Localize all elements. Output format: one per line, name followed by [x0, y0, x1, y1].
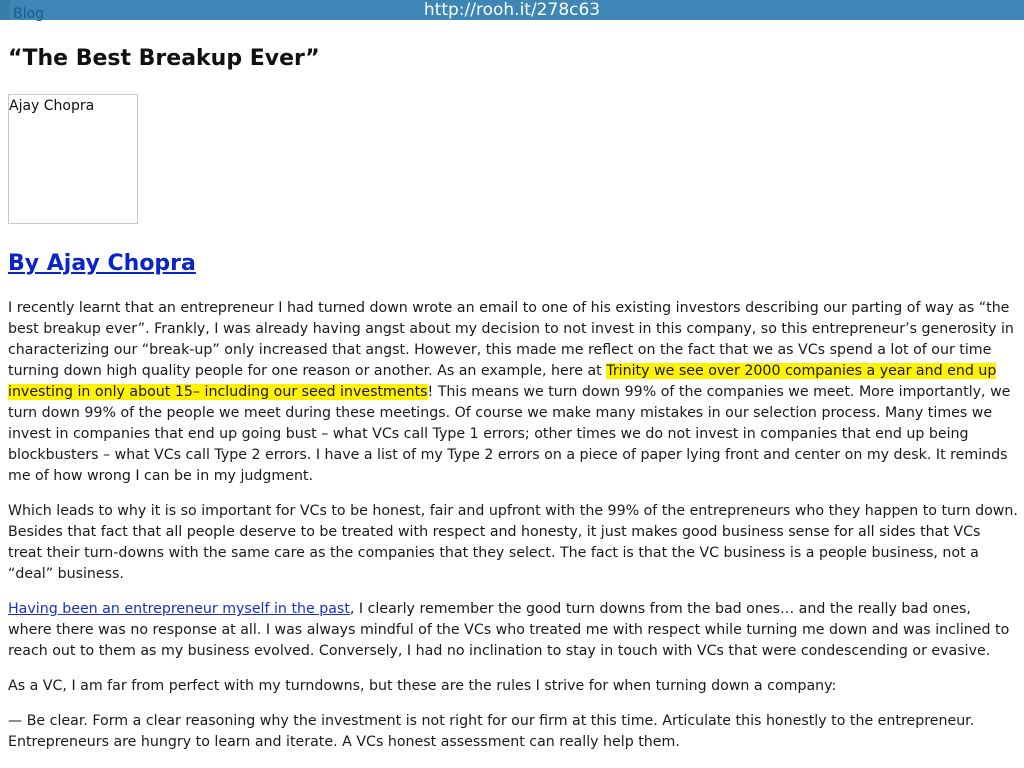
paragraph-5: — Be clear. Form a clear reasoning why the investment is not right for our firm at this time. Articulate this honestly to the entrepreneur. Entrepreneurs are hungry to learn and iterate. A VCs honest assessment can really help them. — [8, 713, 975, 750]
paragraph-1-text-after: ! This means we turn down 99% of the companies we meet. More importantly, we turn down 99% of the people we meet during these meetings. Of course we make many mistakes in our selection process. Many times we invest in companies that end up going bust – what VCs call Type 1 errors; other times we do not invest in companies that end up being blockbusters – what VCs call Type 2 errors. I have a list of my Type 2 errors on a piece of paper lying front and center on my desk. It reminds me of how wrong I can be in my judgment. — [8, 384, 1011, 484]
post — [8, 44, 1018, 753]
entrepreneur-past-link[interactable]: Having been an entrepreneur myself in the past — [8, 601, 350, 617]
paragraph-1 — [8, 298, 1018, 487]
paragraph-3-text: , I clearly remember the good turn downs from the bad ones… and the really bad ones, where there was no response at all. I was always mindful of the VCs who treated me with respect while turning me down and was inclined to reach out to them as my business evolved. Conversely, I had no inclination to stay in touch with VCs that were condescending or evasive. — [8, 601, 1010, 659]
author-link[interactable]: By Ajay Chopra — [8, 251, 196, 276]
author-image-alt-text: Ajay Chopra — [9, 98, 95, 114]
author-image — [8, 94, 138, 224]
post-title: “The Best Breakup Ever” — [8, 46, 320, 71]
byline — [8, 250, 1018, 278]
highlighted-text: Trinity we see over 2000 companies a year and end up investing in only about 15– including our seed investments — [8, 363, 997, 400]
paragraph-2: Which leads to why it is so important for VCs to be honest, fair and upfront with the 99% of the entrepreneurs who they happen to turn down. Besides that fact that all people deserve to be treated with respect and honesty, it just makes good business sense for all sides that VCs treat their turn-downs with the same care as the companies that they select. The fact is that the VC business is a people business, not a “deal” business. — [8, 503, 1018, 582]
url-bar — [0, 0, 1024, 20]
paragraph-4: As a VC, I am far from perfect with my turndowns, but these are the rules I strive for when turning down a company: — [8, 678, 837, 694]
paragraph-1-text: I recently learnt that an entrepreneur I had turned down wrote an email to one of his existing investors describing our parting of way as “the best breakup ever”. Frankly, I was already having angst about my decision to not invest in this company, so this entrepreneur’s generosity in characterizing our “break-up” only increased that angst. However, this made me reflect on the fact that we as VCs spend a lot of our time turning down high quality people for one reason or another. As an example, here at — [8, 300, 1014, 379]
short-url[interactable]: http://rooh.it/278c63 — [423, 0, 601, 20]
paragraph-3 — [8, 599, 1018, 662]
blog-link[interactable]: Blog — [13, 6, 44, 22]
